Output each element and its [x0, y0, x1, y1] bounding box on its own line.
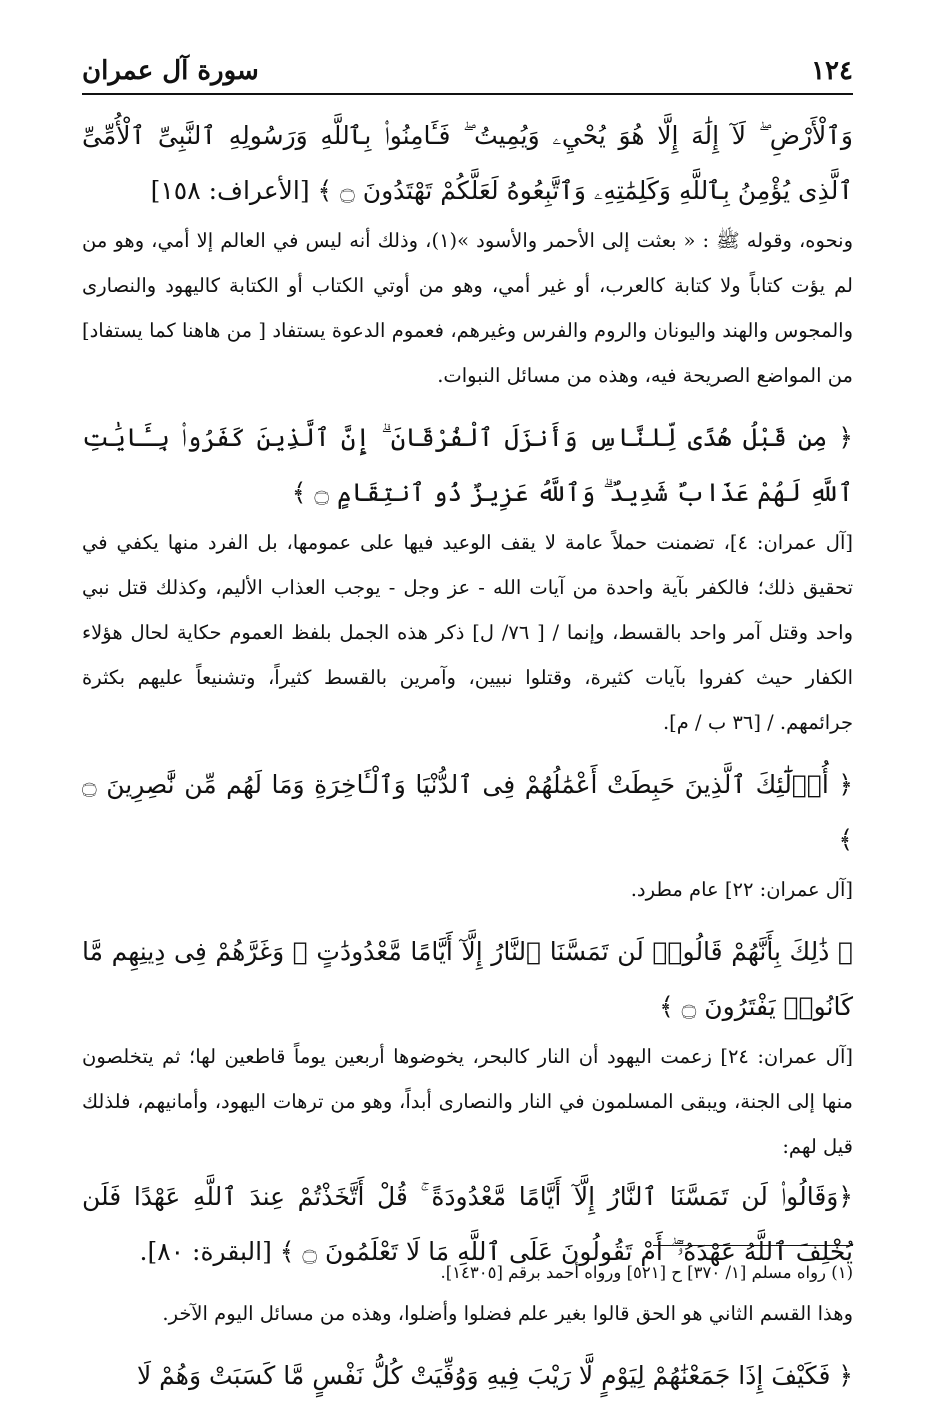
quran-verse: ﴿وَقَالُوا۟ لَن تَمَسَّنَا ٱلنَّارُ إِلَّآ أَيَّامًا مَّعْدُودَةً ۚ قُلْ أَتَّخَذْتُمْ عِندَ ٱللَّهِ عَهْدًا فَلَن يُخْلِفَ ٱللَّهُ عَهْدَهُۥٓ ۖ أَمْ تَقُولُونَ عَلَى ٱللَّهِ مَا لَا تَعْلَمُونَ ۝ ﴾ [البقرة: ٨٠].	[82, 1182, 853, 1266]
page-header	[82, 40, 853, 92]
page-number: ١٢٤	[811, 56, 853, 86]
quran-verse: وَٱلْأَرْضِ ۖ لَآ إِلَٰهَ إِلَّا هُوَ يُحْيِۦ وَيُمِيتُ ۖ فَـَٔامِنُوا۟ بِٱللَّهِ وَرَسُولِهِ ٱلنَّبِىِّ ٱلْأُمِّىِّ ٱلَّذِى يُؤْمِنُ بِٱللَّهِ وَكَلِمَٰتِهِۦ وَٱتَّبِعُوهُ لَعَلَّكُمْ تَهْتَدُونَ ۝ ﴾ [الأعراف: ١٥٨]	[82, 121, 853, 205]
commentary-paragraph: ونحوه، وقوله ﷺ : « بعثت إلى الأحمر والأسود »(١)، وذلك أنه ليس في العالم إلا أمي، وهو من لم يؤت كتاباً ولا كتابة كالعرب، أو غير أمي، وهو من أوتي الكتاب أو الكتابة كاليهود والنصارى والمجوس والهند واليونان والروم والفرس وغيرهم، فعموم الدعوة يستفاد [ من هاهنا كما يستفاد] من المواضع الصريحة فيه، وهذه من مسائل النبوات.	[82, 229, 853, 387]
quran-verse: ﴿ مِن قَبْلُ هُدًى لِّلنَّاسِ وَأَنزَلَ ٱلْفُرْقَانَ ۗ إِنَّ ٱلَّذِينَ كَفَرُوا۟ بِـَٔايَٰتِ ٱللَّهِ لَهُمْ عَذَابٌ شَدِيدٌ ۗ وَٱللَّهُ عَزِيزٌ ذُو ٱنتِقَامٍ ۝ ﴾	[82, 423, 853, 507]
quran-verse: ﴿ فَكَيْفَ إِذَا جَمَعْنَٰهُمْ لِيَوْمٍ لَّا رَيْبَ فِيهِ وَوُفِّيَتْ كُلُّ نَفْسٍ مَّا كَسَبَتْ وَهُمْ لَا	[136, 1361, 853, 1390]
page-body	[82, 108, 853, 1403]
surah-title: سورة آل عمران	[82, 56, 259, 86]
header-divider	[82, 93, 853, 95]
commentary-paragraph: [آل عمران: ٢٤] زعمت اليهود أن النار كالبحر، يخوضوها أربعين يوماً قاطعين لها؛ ثم يتخلصون منها إلى الجنة، ويبقى المسلمون في النار والنصارى أبداً، وهو من ترهات اليهود، وأمانيهم، فلذلك قيل لهم:	[82, 1045, 853, 1158]
footnote-divider	[653, 1245, 853, 1246]
commentary-paragraph: [آل عمران: ٢٢] عام مطرد.	[630, 878, 853, 901]
commentary-paragraph: [آل عمران: ٤]، تضمنت حملاً عامة لا يقف الوعيد فيها على عمومها، بل الفرد منها يكفي في تحقيق ذلك؛ فالكفر بآية واحدة من آيات الله - عز وجل - يوجب العذاب الأليم، وكذلك قتل نبي واحد وقتل آمر واحد بالقسط، وإنما / [ ٧٦/ ل] ذكر هذه الجمل بلفظ العموم حكاية لحال هؤلاء الكفار حيث كفروا بآيات كثيرة، وقتلوا نبيين، وآمرين بالقسط كثيراً، وتشنيعاً عليهم بكثرة جرائمهم. / [٣٦ ب / م].	[82, 531, 853, 734]
footnote: (١) رواه مسلم [١/ ٣٧٠] ح [٥٢١] ورواه أحمد برقم [١٤٣٠٥].	[440, 1263, 853, 1282]
quran-verse: ﴿ ذَٰلِكَ بِأَنَّهُمْ قَالُوا۟ لَن تَمَسَّنَا ٱلنَّارُ إِلَّآ أَيَّامًا مَّعْدُودَٰتٍ ۖ وَغَرَّهُمْ فِى دِينِهِم مَّا كَانُوا۟ يَفْتَرُونَ ۝ ﴾	[82, 937, 853, 1021]
commentary-paragraph: وهذا القسم الثاني هو الحق قالوا بغير علم فضلوا وأضلوا، وهذه من مسائل اليوم الآخر.	[162, 1302, 853, 1325]
quran-verse: ﴿ أُو۟لَٰٓئِكَ ٱلَّذِينَ حَبِطَتْ أَعْمَٰلُهُمْ فِى ٱلدُّنْيَا وَٱلْـَٔاخِرَةِ وَمَا لَهُم مِّن نَّٰصِرِينَ ۝ ﴾	[82, 770, 853, 854]
